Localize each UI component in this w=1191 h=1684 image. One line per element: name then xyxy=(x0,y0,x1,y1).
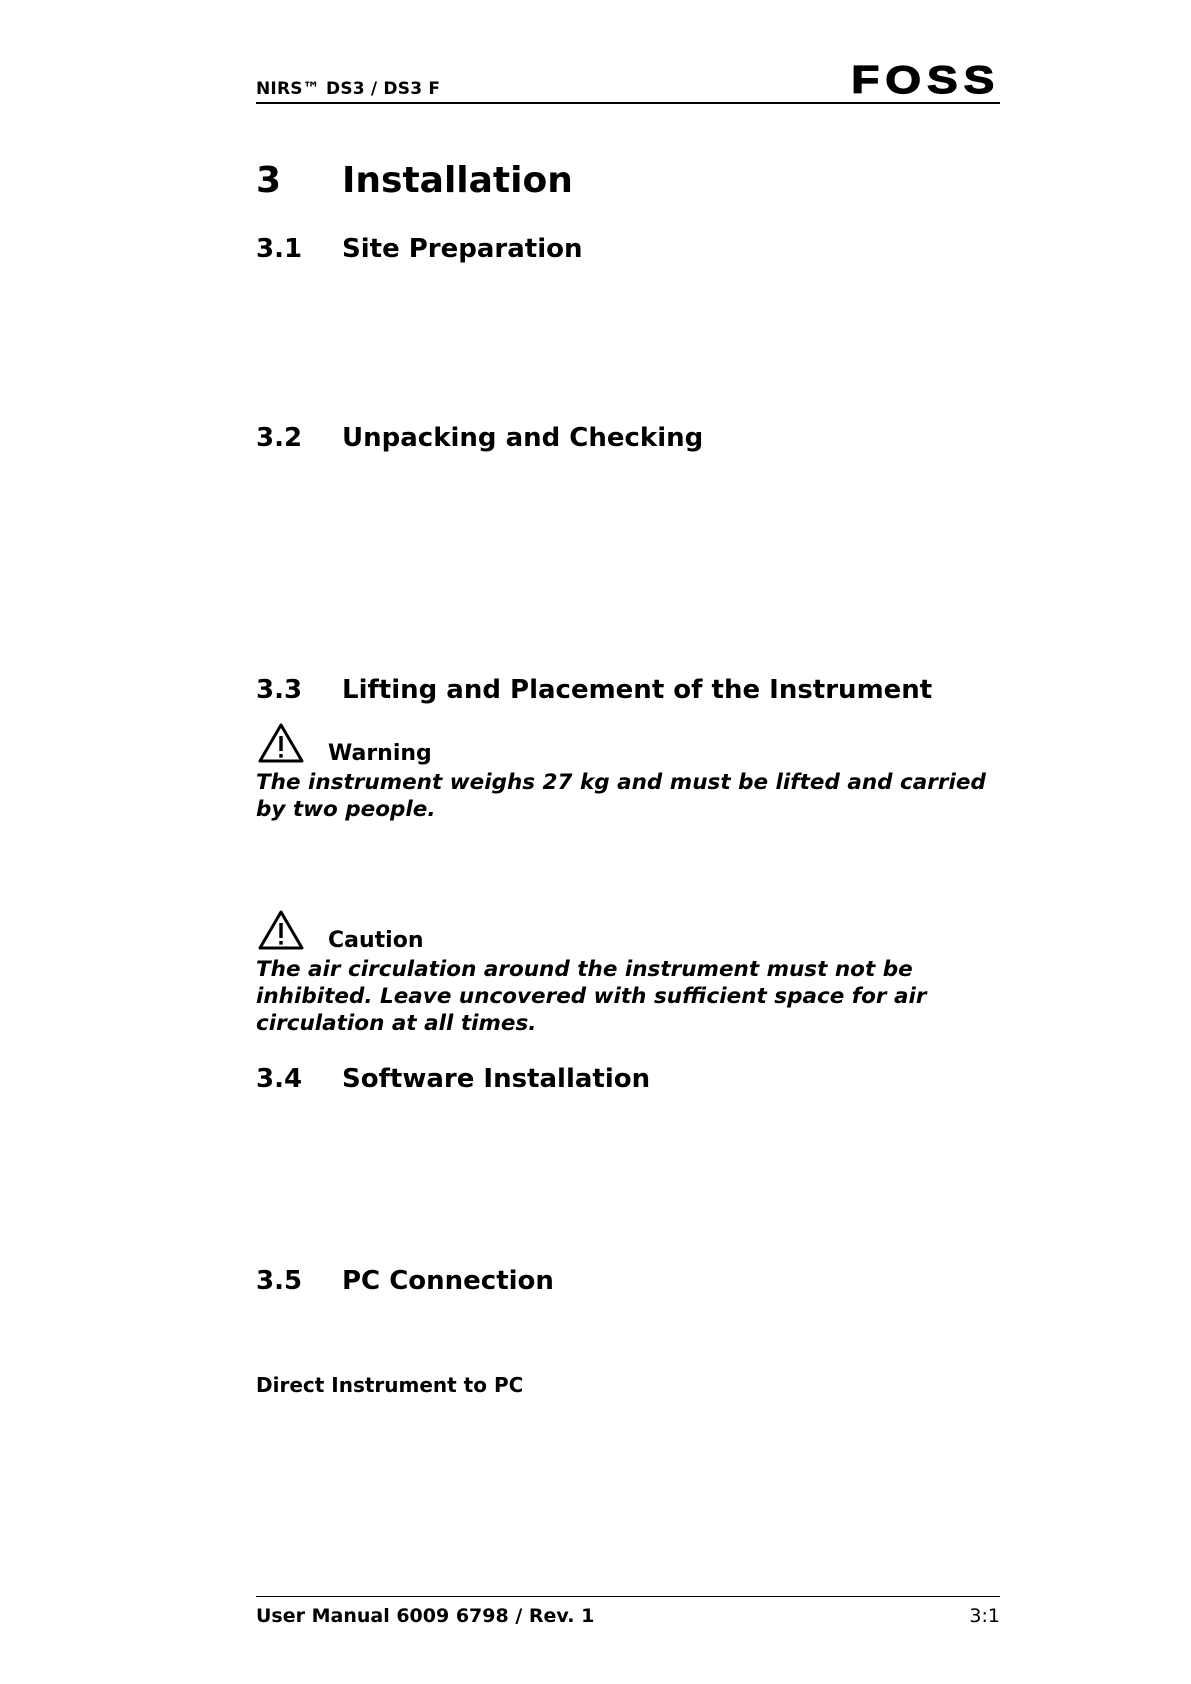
subheading-direct-instrument: Direct Instrument to PC xyxy=(256,1373,524,1397)
section-title: Software Installation xyxy=(342,1064,651,1094)
section-number: 3.5 xyxy=(256,1266,303,1296)
section-number: 3.3 xyxy=(256,675,303,705)
section-heading-site-preparation xyxy=(256,236,583,262)
section-title: Lifting and Placement of the Instrument xyxy=(342,675,933,705)
warning-text: The instrument weighs 27 kg and must be lifted and carried by two people. xyxy=(256,770,986,822)
foss-logo: FOSS xyxy=(851,59,1000,102)
chapter-title xyxy=(256,160,573,201)
section-title: PC Connection xyxy=(342,1266,554,1296)
section-title: Unpacking and Checking xyxy=(342,423,704,453)
section-heading-lifting xyxy=(256,677,932,703)
section-heading-pc-connection xyxy=(256,1268,554,1294)
caution-label: Caution xyxy=(328,928,424,953)
section-heading-unpacking xyxy=(256,425,703,451)
chapter-title-text: Installation xyxy=(342,160,573,201)
section-title: Site Preparation xyxy=(342,234,583,264)
warning-triangle-icon xyxy=(258,910,304,950)
page-number: 3:1 xyxy=(969,1605,1000,1627)
section-number: 3.2 xyxy=(256,423,303,453)
section-number: 3.4 xyxy=(256,1064,303,1094)
page-footer xyxy=(256,1596,1000,1627)
caution-text: The air circulation around the instrument must not be inhibited. Leave uncovered with sufficient space for air circulation at all times. xyxy=(256,957,927,1036)
product-name: NIRS™ DS3 / DS3 F xyxy=(256,79,441,99)
warning-label: Warning xyxy=(328,741,432,766)
section-heading-software-installation xyxy=(256,1066,650,1092)
manual-reference: User Manual 6009 6798 / Rev. 1 xyxy=(256,1605,595,1627)
section-number: 3.1 xyxy=(256,234,303,264)
warning-triangle-icon xyxy=(258,723,304,763)
page-header xyxy=(256,59,1000,104)
chapter-number: 3 xyxy=(256,160,282,201)
